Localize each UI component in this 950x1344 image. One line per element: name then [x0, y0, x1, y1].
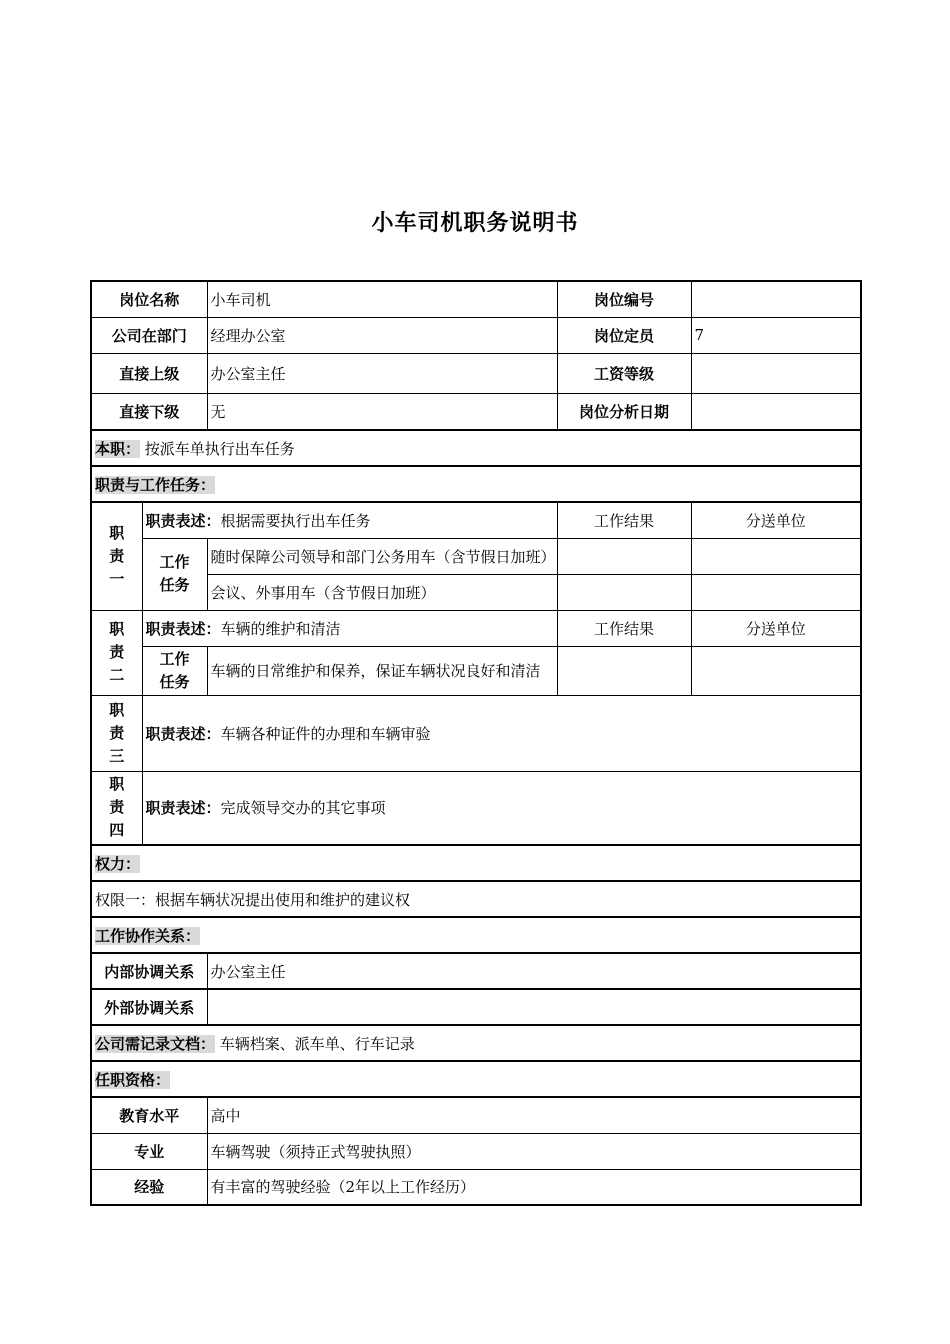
row-subordinate: [91, 393, 861, 430]
duties-header: 职责与工作任务：: [95, 475, 216, 494]
duty2-desc-row: [91, 610, 861, 646]
duty3-desc-label: 职责表述：: [145, 724, 221, 743]
row-experience: [91, 1169, 861, 1205]
duty2-task-1: 车辆的日常维护和保养，保证车辆状况良好和清洁: [207, 646, 557, 695]
education-label: 教育水平: [91, 1097, 207, 1133]
duty2-desc: 车辆的维护和清洁: [220, 619, 341, 638]
duty1-desc-row: [91, 502, 861, 538]
duty2-task-label: 工作 任务: [142, 646, 207, 695]
document-title: 小车司机职务说明书: [371, 211, 579, 236]
duty4-row: [91, 771, 861, 845]
duty1-result-label: 工作结果: [557, 502, 691, 538]
row-post-name: [91, 281, 861, 317]
relations-header: 工作协作关系：: [95, 926, 201, 945]
power-header: 权力：: [95, 854, 141, 873]
duty3-row: [91, 695, 861, 771]
superior-value: 办公室主任: [207, 353, 557, 393]
duty1-task-label: 工作 任务: [142, 538, 207, 610]
row-relations-header: [91, 917, 861, 953]
analysis-date-label: 岗位分析日期: [557, 393, 691, 430]
records-label: 公司需记录文档：: [95, 1034, 216, 1053]
row-major: [91, 1133, 861, 1169]
internal-relation-label: 内部协调关系: [91, 953, 207, 989]
duty1-dist-label: 分送单位: [691, 502, 861, 538]
main-duty-label: 本职：: [95, 439, 141, 458]
headcount-label: 岗位定员: [557, 317, 691, 353]
duty1-side-label: 职 责 一: [91, 502, 142, 610]
duty4-desc-label: 职责表述：: [145, 799, 221, 818]
duty2-dist-label: 分送单位: [691, 610, 861, 646]
duty2-side-label: 职 责 二: [91, 610, 142, 695]
post-no-value: [691, 281, 861, 317]
row-qualification-header: [91, 1061, 861, 1097]
post-no-label: 岗位编号: [557, 281, 691, 317]
row-education: [91, 1097, 861, 1133]
row-superior: [91, 353, 861, 393]
major-value: 车辆驾驶（须持正式驾驶执照）: [207, 1133, 861, 1169]
experience-label: 经验: [91, 1169, 207, 1205]
duty2-result-label: 工作结果: [557, 610, 691, 646]
post-name-label: 岗位名称: [91, 281, 207, 317]
job-description-table: [90, 280, 862, 1206]
headcount-value: 7: [691, 317, 861, 353]
duty1-desc: 根据需要执行出车任务: [220, 511, 371, 530]
dept-label: 公司在部门: [91, 317, 207, 353]
major-label: 专业: [91, 1133, 207, 1169]
duty1-task-row: [91, 574, 861, 610]
duty2-desc-label: 职责表述：: [145, 619, 221, 638]
duty1-desc-label: 职责表述：: [145, 511, 221, 530]
duty4-side-label: 职 责 四: [91, 771, 142, 845]
analysis-date-value: [691, 393, 861, 430]
duty3-desc: 车辆各种证件的办理和车辆审验: [220, 724, 431, 743]
experience-value: 有丰富的驾驶经验（2年以上工作经历）: [207, 1169, 861, 1205]
power-item: 权限一：根据车辆状况提出使用和维护的建议权: [91, 881, 861, 917]
row-main-duty: [91, 430, 861, 466]
duty4-desc: 完成领导交办的其它事项: [220, 799, 386, 818]
subordinate-label: 直接下级: [91, 393, 207, 430]
grade-value: [691, 353, 861, 393]
duty2-task-row: [91, 646, 861, 695]
qualification-header: 任职资格：: [95, 1070, 171, 1089]
duty1-task-2: 会议、外事用车（含节假日加班）: [207, 574, 557, 610]
row-records: [91, 1025, 861, 1061]
row-dept: [91, 317, 861, 353]
internal-relation-value: 办公室主任: [207, 953, 861, 989]
duty1-task-row: [91, 538, 861, 574]
duty3-side-label: 职 责 三: [91, 695, 142, 771]
dept-value: 经理办公室: [207, 317, 557, 353]
grade-label: 工资等级: [557, 353, 691, 393]
row-power-header: [91, 845, 861, 881]
row-internal-relation: [91, 953, 861, 989]
post-name-value: 小车司机: [207, 281, 557, 317]
row-power-item: [91, 881, 861, 917]
external-relation-value: [207, 989, 861, 1025]
superior-label: 直接上级: [91, 353, 207, 393]
records-text: 车辆档案、派车单、行车记录: [219, 1034, 415, 1053]
main-duty-text: 按派车单执行出车任务: [144, 439, 295, 458]
row-external-relation: [91, 989, 861, 1025]
education-value: 高中: [207, 1097, 861, 1133]
external-relation-label: 外部协调关系: [91, 989, 207, 1025]
subordinate-value: 无: [207, 393, 557, 430]
duty1-task-1: 随时保障公司领导和部门公务用车（含节假日加班）: [207, 538, 557, 574]
row-duties-header: [91, 466, 861, 502]
